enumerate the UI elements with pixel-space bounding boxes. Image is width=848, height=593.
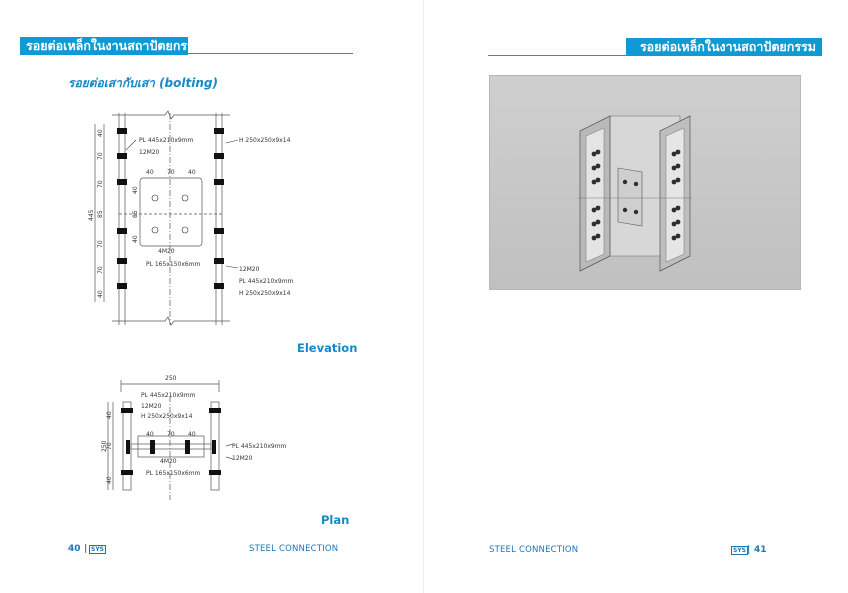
plan-left-dim-2: 70 (106, 442, 113, 450)
plan-label-bolts-1: 12M20 (141, 403, 162, 410)
elevation-drawing (0, 0, 424, 340)
section-subtitle: รอยต่อเสากับเสา (bolting) (68, 76, 218, 90)
plan-dim-40a: 40 (146, 431, 154, 438)
sys-logo-left: SYS (91, 546, 104, 553)
plan-label-bolts-inner: 4M20 (160, 458, 177, 465)
plan-label-pl-1: PL 445x210x9mm (141, 392, 196, 399)
elev-inner-dim-1: 40 (146, 169, 154, 176)
plan-left-dim-4: 40 (106, 476, 113, 484)
elev-label-pl-bottom: PL 445x210x9mm (239, 278, 294, 285)
right-page-number: 41 (754, 545, 767, 555)
elev-left-dim-3: 70 (97, 180, 104, 188)
right-header-banner: รอยต่อเหล็กในงานสถาปัตยกรรม (626, 38, 822, 56)
left-footer-title: STEEL CONNECTION (249, 544, 339, 554)
page-gutter (423, 0, 424, 593)
elev-left-dim-7: 40 (97, 290, 104, 298)
plan-caption: Plan (321, 513, 350, 527)
elev-left-dim-6: 70 (97, 266, 104, 274)
elev-inner-vdim-1: 40 (132, 186, 139, 194)
left-page-separator: | (84, 544, 88, 554)
plan-label-pl-inner: PL 165x150x6mm (146, 470, 201, 477)
plan-label-bolts-right: 12M20 (232, 455, 253, 462)
elev-label-h-bottom: H 250x250x9x14 (239, 290, 291, 297)
plan-dim-70: 70 (167, 431, 175, 438)
plan-drawing (0, 370, 424, 510)
plan-label-h: H 250x250x9x14 (141, 413, 193, 420)
sys-logo-right: SYS (733, 547, 746, 554)
elev-label-h-top: H 250x250x9x14 (239, 137, 291, 144)
plan-width-dim: 250 (165, 375, 177, 382)
elev-inner-vdim-3: 40 (132, 235, 139, 243)
plan-dim-40b: 40 (188, 431, 196, 438)
left-header-banner: รอยต่อเหล็กในงานสถาปัตยกรรม (20, 37, 188, 55)
right-page-separator: | (747, 545, 751, 555)
plan-left-dim-3: 250 (101, 440, 108, 452)
elev-total-dim: 445 (88, 209, 95, 221)
elev-left-dim-5: 70 (97, 240, 104, 248)
left-page-number: 40 (68, 544, 81, 554)
column-splice-3d-render (489, 75, 801, 290)
elev-inner-dim-2: 70 (167, 169, 175, 176)
elev-label-bolts-inner: 4M20 (158, 248, 175, 255)
plan-left-dim-1: 40 (106, 411, 113, 419)
elev-label-pl-inner: PL 165x150x6mm (146, 261, 201, 268)
elev-left-dim-2: 70 (97, 152, 104, 160)
elev-inner-dim-3: 40 (188, 169, 196, 176)
elev-left-dim-1: 40 (97, 129, 104, 137)
elev-label-bolts-top: 12M20 (139, 149, 160, 156)
elev-inner-vdim-2: 85 (132, 210, 139, 218)
column-splice-illustration (490, 76, 800, 289)
right-footer-title: STEEL CONNECTION (489, 545, 579, 555)
right-header-rule (488, 55, 626, 56)
elev-label-pl-top: PL 445x210x9mm (139, 137, 194, 144)
elev-label-bolts-bottom: 12M20 (239, 266, 260, 273)
plan-label-pl-right: PL 445x210x9mm (232, 443, 287, 450)
elev-left-dim-4: 85 (97, 210, 104, 218)
elevation-caption: Elevation (297, 341, 358, 355)
